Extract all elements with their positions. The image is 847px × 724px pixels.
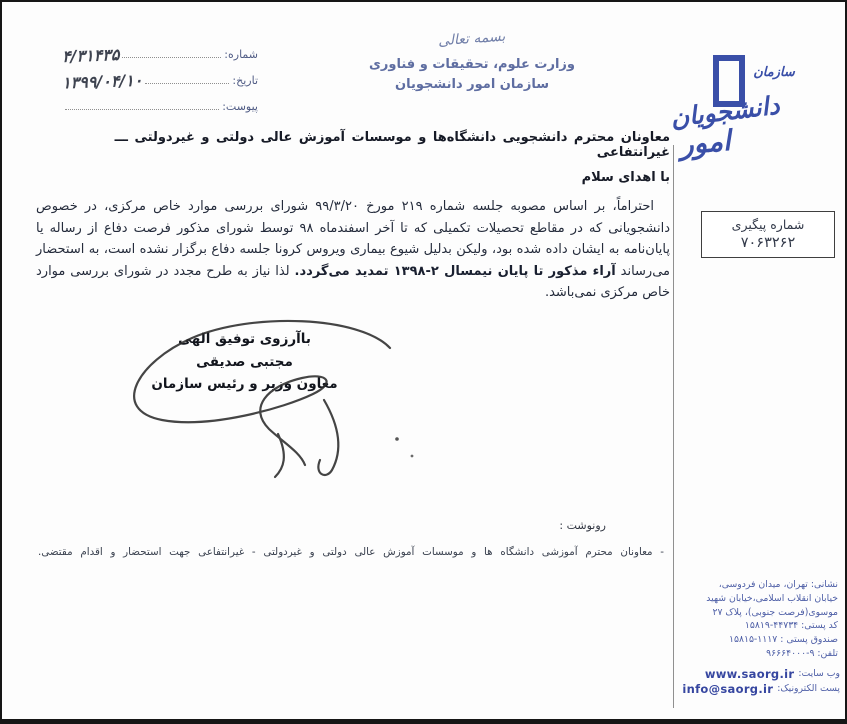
letter-number-value: ۴/۳۱۴۳۵ [61, 45, 120, 66]
signatory-title: معاون وزیر و رئیس سازمان [151, 376, 338, 392]
email-address: info@saorg.ir [682, 681, 774, 696]
pobox-line [680, 633, 838, 647]
logo-word-top: سازمان [753, 65, 795, 80]
cc-line: - معاونان محترم آموزشی دانشگاه ها و موسسات آموزش عالی دولتی و غیردولتی - غیرانتفاعی جهت استحضار و اقدام مقتضی. [38, 546, 664, 558]
organization-title: سازمان امور دانشجویان [395, 77, 549, 92]
address-line: موسوی(فرصت جنوبی)، پلاک ۲۷ [712, 606, 838, 618]
signature-block [117, 328, 372, 396]
phone-value: ۹۶۶۶۴۰۰۰-۹ [766, 647, 815, 659]
email-label: پست الکترونیک: [777, 683, 840, 694]
besmele-calligraphy: بسمه تعالی [437, 28, 507, 50]
date-label: تاریخ: [232, 74, 258, 87]
dotted-leader [122, 57, 221, 58]
date-value: ۱۳۹۹/۰۴/۱۰ [61, 70, 143, 93]
signature-wish-line: باآرزوی توفیق الهی [178, 331, 311, 347]
date-field [61, 64, 258, 93]
logo-word-mid: دانشجویان [668, 90, 781, 133]
ministry-title: وزارت علوم، تحقیقات و فناوری [369, 57, 575, 72]
website-row [658, 666, 840, 681]
postal-code-line [680, 619, 838, 633]
body-text-2: لذا نیاز به طرح مجدد در شورای بررسی موارد خاص مرکزی نمی‌باشد. [36, 263, 670, 300]
tracking-number: ۷۰۶۳۲۶۲ [740, 235, 796, 251]
body-paragraph [36, 196, 670, 304]
cc-label: رونوشت : [559, 519, 606, 532]
letter-number-label: شماره: [224, 48, 258, 61]
tracking-number-box [701, 211, 835, 258]
attachment-label: پیوست: [222, 100, 258, 113]
dotted-leader [145, 83, 229, 84]
email-row [658, 681, 840, 696]
phone-line [680, 647, 838, 661]
address-line: نشانی: تهران، میدان فردوسی، [718, 579, 838, 590]
content-divider [673, 145, 674, 708]
addressee-line: معاونان محترم دانشجویی دانشگاه‌ها و موسسات آموزش عالی دولتی و غیردولتی ـــ غیرانتفاعی [114, 130, 670, 160]
dotted-leader [65, 109, 219, 110]
letter-meta [62, 38, 258, 116]
body-text-bold: آراء مذکور تا پایان نیمسال ۲-۱۳۹۸ تمدید می‌گردد. [294, 263, 616, 279]
letter-number-field [62, 38, 258, 64]
saorg-logo [654, 52, 804, 164]
website-url: www.saorg.ir [704, 666, 795, 681]
address-line: خیابان انقلاب اسلامی،خیابان شهید [706, 592, 838, 604]
logo-word-bottom: امور [678, 123, 732, 162]
pobox-label: صندوق پستی : [780, 634, 838, 646]
footer-web [658, 666, 840, 696]
body-text-1: احتراماً، بر اساس مصوبه جلسه شماره ۲۱۹ مورخ ۹۹/۳/۲۰ شورای بررسی موارد خاص مرکزی، در خصوص دانشجویانی که در مقاطع تحصیلات تکمیلی که تا آخر اسفندماه ۹۸ توسط شورای مذکور فرصت دفاع از رساله یا پایان‌نامه به ایشان داده شده بود، ولیکن بدلیل شیوع بیماری ویروس کرونا جلسه دفاع برگزار نشده است، به استحضار می‌رساند [36, 199, 670, 279]
greeting-line: با اهدای سلام [581, 170, 670, 185]
tracking-label: شماره پیگیری [731, 217, 805, 232]
signatory-name: مجتبی صدیقی [196, 353, 293, 370]
website-label: وب سایت: [798, 668, 840, 679]
attachment-field [62, 90, 258, 116]
phone-label: تلفن: [817, 647, 838, 659]
letterhead [322, 28, 622, 92]
postal-code-label: کد پستی: [801, 620, 838, 632]
footer-address [680, 578, 838, 661]
postal-code-value: ۱۵۸۱۹-۴۴۷۳۴ [744, 620, 799, 632]
pobox-value: ۱۵۸۱۵-۱۱۱۷ [728, 634, 778, 646]
